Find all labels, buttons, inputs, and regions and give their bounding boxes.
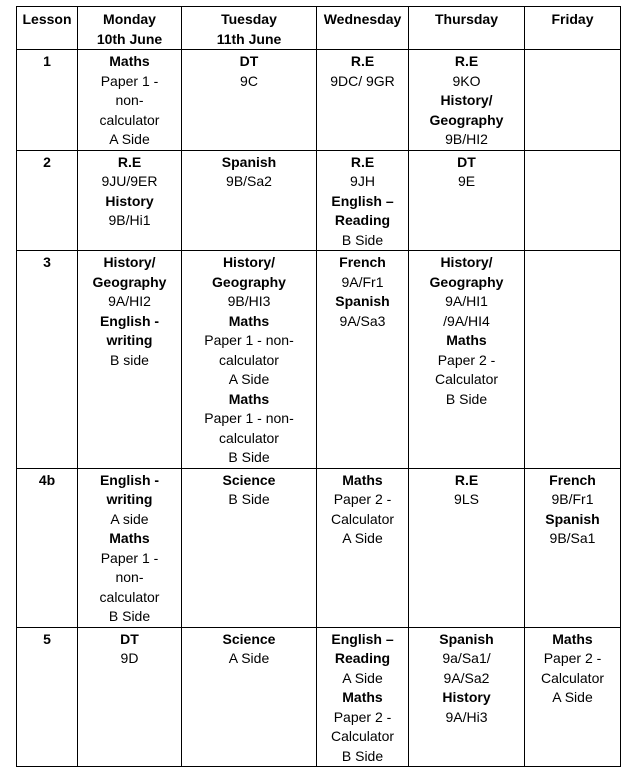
subject-name: R.E xyxy=(454,53,479,69)
subject-name: History/ Geography xyxy=(212,254,286,290)
header-day-thursday xyxy=(409,7,525,50)
exam-entry xyxy=(527,510,618,549)
subject-name: DT xyxy=(239,53,259,69)
entry-detail: calculator xyxy=(219,351,279,368)
timetable-cell xyxy=(182,150,317,251)
subject-name: Science xyxy=(222,630,276,647)
subject-name: DT xyxy=(120,630,139,647)
subject-name: R.E xyxy=(350,53,375,69)
entry-detail: Calculator xyxy=(330,510,395,527)
timetable-cell xyxy=(317,150,409,251)
subject-name: English – Reading xyxy=(331,192,394,228)
exam-entry xyxy=(184,52,314,91)
entry-detail: 9B/HI3 xyxy=(227,293,271,309)
entry-detail: 9JU/9ER xyxy=(101,173,158,189)
entry-detail: 9A/HI2 xyxy=(108,293,151,309)
subject-name: History xyxy=(105,192,154,209)
header-day-name: Friday xyxy=(551,11,594,27)
entry-detail: 9B/Sa2 xyxy=(226,173,272,189)
exam-entry xyxy=(319,688,406,766)
entry-detail: Paper 1 - xyxy=(100,72,159,89)
lesson-number: 4b xyxy=(17,468,78,627)
lesson-number: 3 xyxy=(17,251,78,469)
timetable-cell xyxy=(409,150,525,251)
timetable-cell xyxy=(525,50,621,151)
table-row xyxy=(17,627,621,767)
timetable-cell xyxy=(525,627,621,767)
exam-entry xyxy=(527,471,618,510)
exam-entry xyxy=(319,630,406,689)
subject-name: DT xyxy=(457,153,476,170)
entry-detail: 9B/Hi1 xyxy=(108,212,151,228)
header-day-date: 11th June xyxy=(216,30,282,47)
exam-entry xyxy=(527,630,618,708)
entry-detail: 9A/Sa3 xyxy=(339,312,386,329)
entry-detail: A Side xyxy=(552,689,593,705)
exam-entry xyxy=(184,153,314,192)
lesson-number: 2 xyxy=(17,150,78,251)
entry-detail: 9A/Sa2 xyxy=(443,669,490,686)
exam-entry xyxy=(80,312,179,371)
timetable-cell xyxy=(409,251,525,469)
entry-detail: 9D xyxy=(120,650,139,666)
entry-detail: 9E xyxy=(457,173,476,189)
exam-entry xyxy=(184,312,314,390)
entry-detail: A Side xyxy=(228,650,270,666)
timetable-cell xyxy=(317,627,409,767)
exam-entry xyxy=(80,153,179,192)
header-lesson: Lesson xyxy=(17,7,78,50)
exam-entry xyxy=(184,253,314,312)
subject-name: Maths xyxy=(342,471,383,488)
subject-name: Maths xyxy=(446,332,487,348)
exam-entry xyxy=(411,52,522,91)
entry-detail: B Side xyxy=(228,449,270,465)
exam-entry xyxy=(319,52,406,91)
subject-name: French xyxy=(339,254,386,270)
table-row xyxy=(17,150,621,251)
entry-detail: calculator xyxy=(219,429,279,446)
exam-entry xyxy=(80,630,179,669)
entry-detail: Calculator xyxy=(330,728,395,744)
entry-detail: non- xyxy=(115,92,144,108)
entry-detail: calculator xyxy=(99,111,160,128)
table-row xyxy=(17,251,621,469)
subject-name: Maths xyxy=(552,630,593,647)
timetable-cell xyxy=(525,468,621,627)
timetable-cell xyxy=(78,150,182,251)
entry-detail: B Side xyxy=(445,390,488,407)
entry-detail: B Side xyxy=(341,747,384,764)
timetable-cell xyxy=(525,251,621,469)
exam-entry xyxy=(319,253,406,292)
subject-name: History/ Geography xyxy=(429,92,504,128)
entry-detail: 9A/Fr1 xyxy=(341,273,384,290)
timetable-cell xyxy=(78,50,182,151)
entry-detail: Paper 2 - xyxy=(333,708,392,725)
entry-detail: /9A/HI4 xyxy=(443,312,490,329)
subject-name: French xyxy=(549,471,596,488)
entry-detail: 9KO xyxy=(452,72,481,89)
timetable-cell xyxy=(78,251,182,469)
entry-detail: 9JH xyxy=(350,173,375,189)
subject-name: Spanish xyxy=(221,153,277,170)
header-row xyxy=(17,7,621,50)
exam-entry xyxy=(80,52,179,150)
exam-entry xyxy=(411,253,522,331)
timetable-cell xyxy=(409,468,525,627)
header-day-name: Wednesday xyxy=(323,11,402,27)
entry-detail: 9B/Fr1 xyxy=(551,491,594,507)
subject-name: History/ Geography xyxy=(429,254,504,290)
header-day-name: Thursday xyxy=(434,11,498,27)
header-day-name: Monday xyxy=(103,11,156,27)
subject-name: Science xyxy=(222,471,276,488)
timetable-cell xyxy=(182,251,317,469)
subject-name: Spanish xyxy=(335,293,390,309)
entry-detail: 9B/Sa1 xyxy=(549,530,596,546)
entry-detail: Paper 1 - non- xyxy=(204,410,294,426)
subject-name: Spanish xyxy=(439,630,494,647)
entry-detail: Paper 2 - xyxy=(333,491,392,507)
entry-detail: 9A/HI1 xyxy=(445,293,488,309)
exam-entry xyxy=(411,153,522,192)
header-day-date: 10th June xyxy=(96,30,163,47)
entry-detail: B Side xyxy=(341,231,384,248)
exam-entry xyxy=(319,292,406,331)
entry-detail: Paper 2 - xyxy=(437,351,496,368)
exam-entry xyxy=(80,192,179,231)
header-day-tuesday xyxy=(182,7,317,50)
exam-entry xyxy=(80,529,179,627)
timetable-cell xyxy=(409,627,525,767)
entry-detail: 9C xyxy=(240,72,258,89)
entry-detail: Paper 1 - non- xyxy=(204,332,294,348)
entry-detail: A Side xyxy=(342,669,383,686)
exam-entry xyxy=(319,471,406,549)
lesson-number: 1 xyxy=(17,50,78,151)
subject-name: English – Reading xyxy=(331,630,394,666)
entry-detail: 9B/HI2 xyxy=(445,131,488,147)
subject-name: English - writing xyxy=(99,312,160,348)
timetable-cell xyxy=(78,468,182,627)
entry-detail: A Side xyxy=(342,530,383,546)
timetable-cell xyxy=(525,150,621,251)
exam-entry xyxy=(411,91,522,150)
exam-entry xyxy=(184,630,314,669)
table-row xyxy=(17,50,621,151)
header-day-wednesday xyxy=(317,7,409,50)
exam-entry xyxy=(411,471,522,510)
exam-entry xyxy=(80,471,179,530)
subject-name: Spanish xyxy=(545,510,600,527)
subject-name: Maths xyxy=(342,689,383,705)
exam-entry xyxy=(184,390,314,468)
entry-detail: A Side xyxy=(109,131,150,147)
entry-detail: A side xyxy=(110,510,149,527)
subject-name: History/ Geography xyxy=(92,254,167,290)
timetable-cell xyxy=(409,50,525,151)
subject-name: History xyxy=(442,689,491,705)
exam-entry xyxy=(80,253,179,312)
subject-name: R.E xyxy=(454,471,479,488)
subject-name: Maths xyxy=(228,390,270,407)
entry-detail: Paper 2 - xyxy=(543,650,602,666)
exam-entry xyxy=(411,331,522,409)
entry-detail: 9LS xyxy=(454,491,479,507)
subject-name: Maths xyxy=(228,312,270,329)
exam-timetable xyxy=(16,6,621,767)
timetable-cell xyxy=(182,468,317,627)
entry-detail: B Side xyxy=(108,608,151,624)
table-row xyxy=(17,468,621,627)
header-day-monday xyxy=(78,7,182,50)
entry-detail: 9A/Hi3 xyxy=(445,708,488,725)
entry-detail: non- xyxy=(115,569,144,585)
timetable-cell xyxy=(317,251,409,469)
timetable-cell xyxy=(317,468,409,627)
entry-detail: 9DC/ 9GR xyxy=(330,72,395,89)
exam-entry xyxy=(319,192,406,251)
entry-detail: 9a/Sa1/ xyxy=(442,650,491,666)
exam-entry xyxy=(319,153,406,192)
entry-detail: calculator xyxy=(99,588,160,605)
entry-detail: Paper 1 - xyxy=(100,549,159,566)
subject-name: English - writing xyxy=(99,471,160,507)
timetable-cell xyxy=(182,50,317,151)
entry-detail: A Side xyxy=(228,371,270,387)
header-day-friday xyxy=(525,7,621,50)
subject-name: R.E xyxy=(350,153,375,170)
exam-entry xyxy=(411,630,522,689)
entry-detail: B Side xyxy=(228,491,270,507)
exam-entry xyxy=(184,471,314,510)
header-day-name: Tuesday xyxy=(221,11,277,27)
subject-name: R.E xyxy=(117,153,142,170)
exam-entry xyxy=(411,688,522,727)
lesson-number: 5 xyxy=(17,627,78,767)
subject-name: Maths xyxy=(109,530,150,546)
entry-detail: Calculator xyxy=(540,669,605,686)
entry-detail: B side xyxy=(110,351,149,368)
timetable-cell xyxy=(182,627,317,767)
timetable-cell xyxy=(317,50,409,151)
entry-detail: Calculator xyxy=(434,371,499,387)
subject-name: Maths xyxy=(109,53,150,69)
timetable-cell xyxy=(78,627,182,767)
